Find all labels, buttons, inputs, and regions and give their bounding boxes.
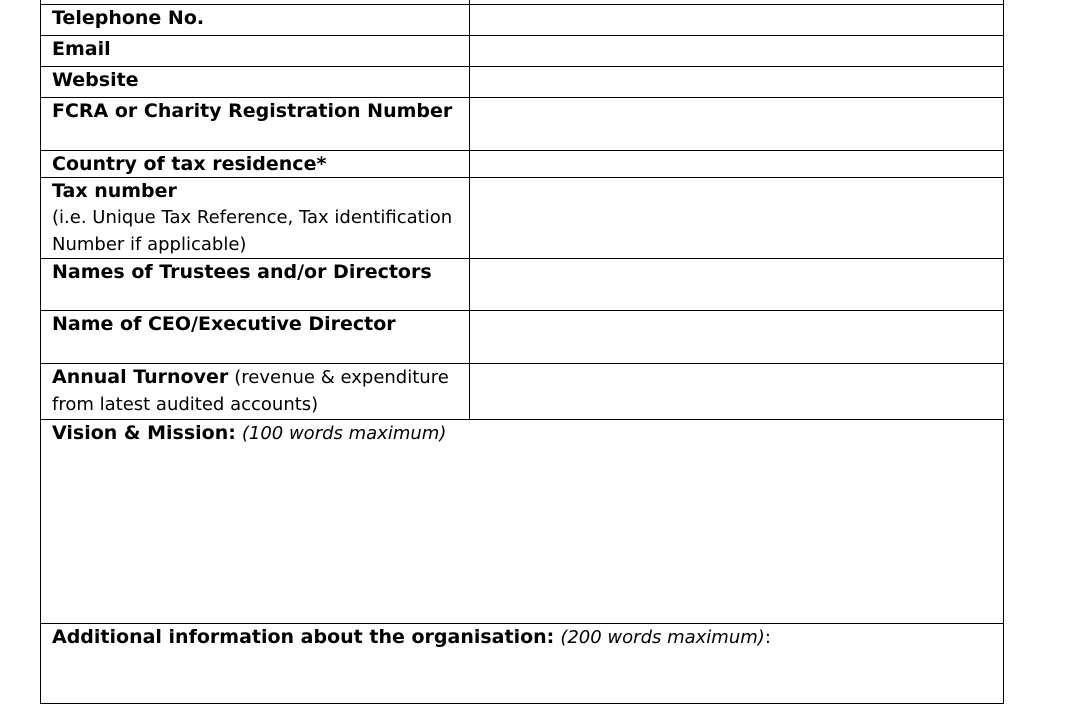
tax-residence-label: Country of tax residence* [52,153,327,175]
registration-number-input-cell[interactable] [470,98,1004,151]
additional-info-note: (200 words maximum) [560,627,765,648]
form-row-email [41,36,1004,67]
form-row-registration-number [41,98,1004,151]
tax-number-note: (i.e. Unique Tax Reference, Tax identification Number if applicable) [52,207,453,255]
label-cell [41,311,470,364]
annual-turnover-input-cell[interactable] [470,364,1004,420]
website-label: Website [52,69,139,91]
trustees-label: Names of Trustees and/or Directors [52,261,432,283]
tax-residence-input-cell[interactable] [470,151,1004,178]
vision-mission-note: (100 words maximum) [241,423,447,444]
form-row-trustees [41,259,1004,311]
telephone-input-cell[interactable] [470,5,1004,36]
form-row-ceo [41,311,1004,364]
vision-mission-label: Vision & Mission: [52,422,236,444]
vision-mission-cell[interactable] [41,420,1004,624]
website-input-cell[interactable] [470,67,1004,98]
label-cell [41,5,470,36]
ceo-label: Name of CEO/Executive Director [52,313,396,335]
label-cell [41,178,470,259]
form-row-telephone [41,5,1004,36]
tax-number-label: Tax number [52,180,177,202]
tax-number-input-cell[interactable] [470,178,1004,259]
organisation-details-form [40,0,1004,704]
label-cell [41,98,470,151]
form-row-tax-number [41,178,1004,259]
email-label: Email [52,38,111,60]
registration-number-label: FCRA or Charity Registration Number [52,100,453,122]
label-cell [41,67,470,98]
form-row-annual-turnover [41,364,1004,420]
label-cell [41,36,470,67]
email-input-cell[interactable] [470,36,1004,67]
label-cell [41,259,470,311]
form-row-vision-mission [41,420,1004,624]
annual-turnover-label: Annual Turnover [52,366,229,388]
telephone-label: Telephone No. [52,7,205,29]
label-cell [41,364,470,420]
label-cell [41,151,470,178]
form-row-tax-residence [41,151,1004,178]
additional-info-colon: : [764,627,771,648]
additional-info-label: Additional information about the organisation: [52,626,555,648]
form-row-website [41,67,1004,98]
ceo-input-cell[interactable] [470,311,1004,364]
additional-info-cell[interactable] [41,624,1004,704]
trustees-input-cell[interactable] [470,259,1004,311]
annual-turnover-note: (revenue & expenditure from latest audited accounts) [52,367,449,415]
form-row-additional-info [41,624,1004,704]
